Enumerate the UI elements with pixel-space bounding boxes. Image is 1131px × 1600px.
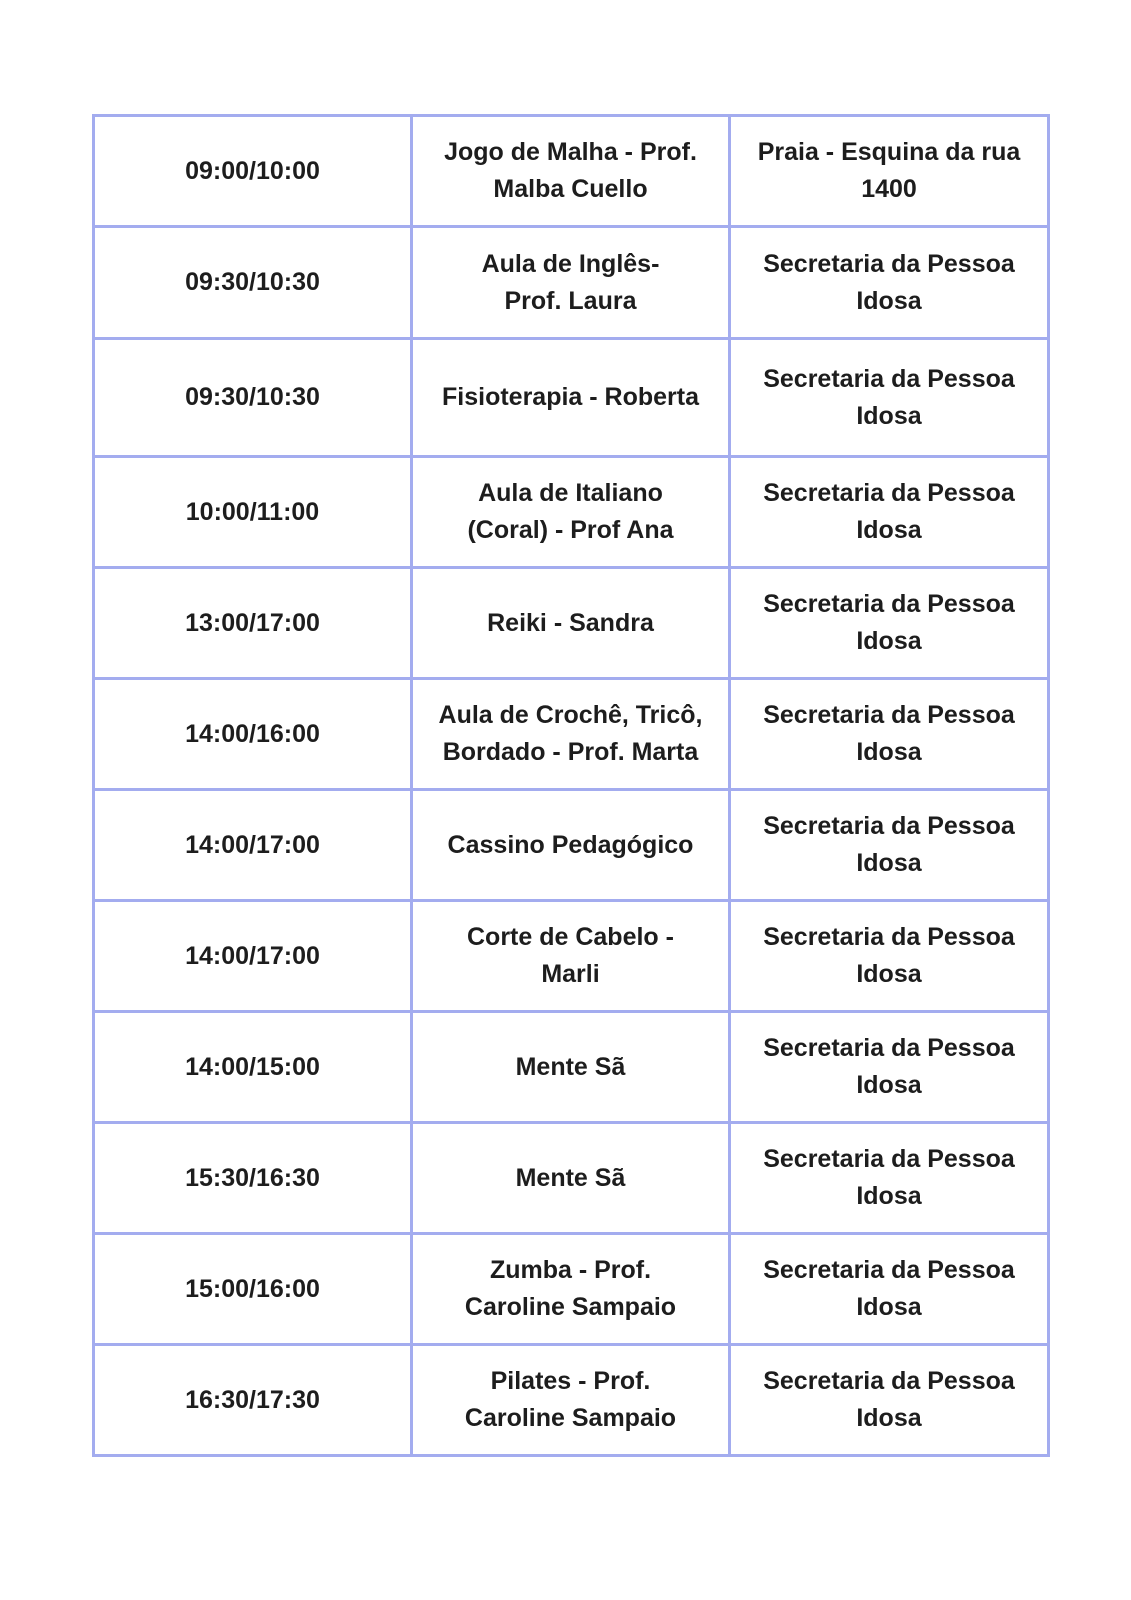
location-cell: Secretaria da Pessoa Idosa — [730, 1012, 1049, 1123]
table-row — [94, 457, 1049, 568]
activity-cell: Zumba - Prof. Caroline Sampaio — [412, 1234, 730, 1345]
time-cell: 15:00/16:00 — [94, 1234, 412, 1345]
time-cell: 14:00/16:00 — [94, 679, 412, 790]
activity-cell: Mente Sã — [412, 1012, 730, 1123]
table-row — [94, 1123, 1049, 1234]
activity-cell: Aula de Inglês- Prof. Laura — [412, 227, 730, 339]
activity-cell: Pilates - Prof. Caroline Sampaio — [412, 1345, 730, 1456]
location-cell: Secretaria da Pessoa Idosa — [730, 457, 1049, 568]
location-cell: Secretaria da Pessoa Idosa — [730, 1234, 1049, 1345]
location-cell: Secretaria da Pessoa Idosa — [730, 901, 1049, 1012]
activity-cell: Corte de Cabelo - Marli — [412, 901, 730, 1012]
activity-cell: Jogo de Malha - Prof. Malba Cuello — [412, 116, 730, 227]
time-cell: 13:00/17:00 — [94, 568, 412, 679]
schedule-table — [92, 114, 1050, 1457]
time-cell: 14:00/17:00 — [94, 790, 412, 901]
time-cell: 16:30/17:30 — [94, 1345, 412, 1456]
activity-cell: Cassino Pedagógico — [412, 790, 730, 901]
location-cell: Secretaria da Pessoa Idosa — [730, 339, 1049, 457]
activity-cell: Aula de Italiano (Coral) - Prof Ana — [412, 457, 730, 568]
table-row — [94, 790, 1049, 901]
table-row — [94, 1234, 1049, 1345]
location-cell: Secretaria da Pessoa Idosa — [730, 679, 1049, 790]
time-cell: 14:00/17:00 — [94, 901, 412, 1012]
time-cell: 10:00/11:00 — [94, 457, 412, 568]
time-cell: 14:00/15:00 — [94, 1012, 412, 1123]
time-cell: 09:30/10:30 — [94, 339, 412, 457]
time-cell: 09:30/10:30 — [94, 227, 412, 339]
activity-cell: Reiki - Sandra — [412, 568, 730, 679]
time-cell: 15:30/16:30 — [94, 1123, 412, 1234]
table-row — [94, 679, 1049, 790]
location-cell: Secretaria da Pessoa Idosa — [730, 790, 1049, 901]
time-cell: 09:00/10:00 — [94, 116, 412, 227]
table-row — [94, 568, 1049, 679]
table-row — [94, 1345, 1049, 1456]
activity-cell: Aula de Crochê, Tricô, Bordado - Prof. Marta — [412, 679, 730, 790]
table-row — [94, 116, 1049, 227]
table-row — [94, 339, 1049, 457]
location-cell: Secretaria da Pessoa Idosa — [730, 568, 1049, 679]
location-cell: Secretaria da Pessoa Idosa — [730, 1123, 1049, 1234]
table-row — [94, 1012, 1049, 1123]
location-cell: Praia - Esquina da rua 1400 — [730, 116, 1049, 227]
activity-cell: Fisioterapia - Roberta — [412, 339, 730, 457]
table-row — [94, 227, 1049, 339]
location-cell: Secretaria da Pessoa Idosa — [730, 1345, 1049, 1456]
activity-cell: Mente Sã — [412, 1123, 730, 1234]
location-cell: Secretaria da Pessoa Idosa — [730, 227, 1049, 339]
table-row — [94, 901, 1049, 1012]
